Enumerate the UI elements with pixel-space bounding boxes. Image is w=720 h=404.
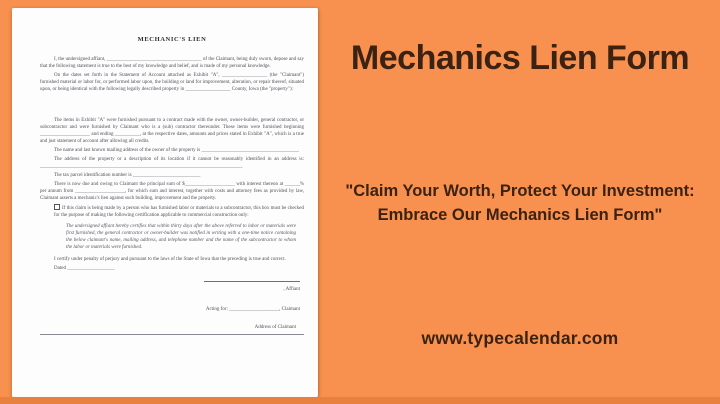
form-title: MECHANIC'S LIEN: [137, 36, 207, 43]
checkbox-icon: [54, 204, 60, 210]
tagline-quote-line1: "Claim Your Worth, Protect Your Investment:: [345, 182, 695, 200]
form-paragraph-owner-address: The name and last known mailing address of the owner of the property is _______________________________________: [54, 148, 299, 153]
website-link[interactable]: www.typecalendar.com: [421, 328, 619, 348]
form-paragraph-items: The items in Exhibit "A" were furnished pursuant to a contract made with the owner, owner-builder, general contractor, or subcontractor and were furnished by Claimant who is a (sub) contractor thereunder. These items were furnished beginning ____________________ and ending __________, at the respective dates, amounts and prices stated in Exhibit "A", which is a true and just statement of account after allowing all credits.: [40, 118, 304, 144]
promo-panel: [320, 0, 720, 404]
affiant-label: , Affiant: [283, 287, 300, 292]
page-title: Mechanics Lien Form: [350, 39, 690, 77]
dated-line: Dated ___________________: [54, 266, 115, 271]
perjury-certification-text: I certify under penalty of perjury and pursuant to the laws of the State of Iowa that the preceding is true and correct.: [54, 257, 286, 262]
form-paragraph-amount-due: There is now due and owing to Claimant the principal sum of $____________________ with interest thereon at ______% per annum from ____________________, for which sum and interest, together with costs and attorney fees as provided by law, Claimant asserts a mechanic's lien against such building, improvement and the property.: [40, 182, 304, 201]
tagline-quote: [320, 179, 720, 227]
acting-for-line: Acting for: ____________________, Claimant: [205, 307, 300, 312]
form-paragraph-property-address: The address of the property or a description of its location if it cannot be reasonably identified in an address is: _________________________________________________________________________________: [40, 157, 304, 169]
bottom-divider-line: [40, 334, 304, 335]
address-of-claimant-label: Address of Claimant: [254, 325, 296, 330]
legal-description-blank-space: [40, 95, 304, 115]
form-paragraph-dates: On the dates set forth in the Statement of Account attached as Exhibit "A", __________________ (the "Claimant") furnished material or labor for, or performed labor upon, the building or land for improvement, alteration, or repair thereof, situated upon, or being identical with the following legally described property in __________________ County, Iowa (the "property"):: [40, 73, 304, 92]
tagline-quote-line2: Embrace Our Mechanics Lien Form": [377, 206, 663, 224]
certification-italic-text: The undersigned affiant hereby certifies that within thirty days after the above referred to labor or materials were first furnished, the general contractor or owner-builder was notified in writing with a one-time notice containing the below claimant's name, mailing address, and telephone number and the name of the subcontractor to whom the labor or materials were furnished.: [66, 224, 296, 250]
bottom-edge-strip: [0, 397, 720, 404]
subcontractor-certification-clause: [40, 204, 304, 219]
affiant-signature-block: [40, 278, 300, 293]
form-paragraph-affiant: I, the undersigned affiant, ______________________________________ of the Claimant, being duly sworn, depose and say that the following statement is true to the best of my knowledge and belief, and is made of my personal knowledge.: [40, 57, 305, 69]
mechanics-lien-document-preview[interactable]: [12, 8, 318, 397]
form-paragraph-tax-parcel: The tax parcel identification number is ___________________________: [54, 173, 201, 178]
affiant-signature-line: [204, 280, 300, 282]
checkbox-clause-text: If this claim is being made by a person who has furnished labor or materials to a subcontractor, this box must be checked for the purpose of making the following certification applicable to commercial construction only:: [54, 206, 304, 218]
